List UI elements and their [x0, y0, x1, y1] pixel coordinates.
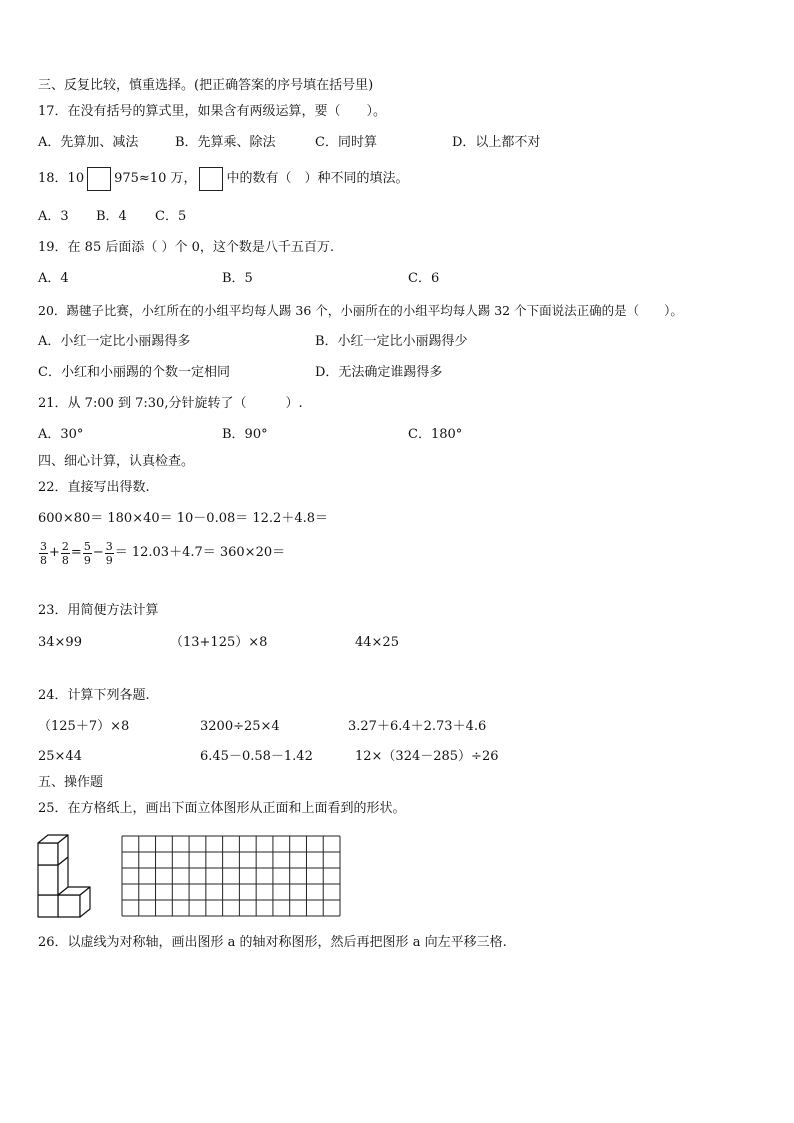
q18-part3: 中的数有（ ）种不同的填法。: [226, 171, 409, 186]
q23-stem: 23．用简便方法计算: [38, 603, 159, 618]
q18-option-b: B．4: [96, 209, 127, 224]
q21-option-a: A．30°: [38, 427, 84, 442]
q22-row-2: [38, 538, 285, 569]
q23-item-1: 34×99: [38, 635, 82, 650]
q23-item-3: 44×25: [355, 635, 399, 650]
q17-option-b: B．先算乘、除法: [175, 135, 276, 150]
q19-option-c: C．6: [408, 271, 440, 286]
fraction-3-9: $\frac{3}{9}$: [105, 539, 113, 567]
section-5-title: 五、操作题: [38, 775, 104, 790]
q22-row-1: 600×80＝ 180×40＝ 10－0.08＝ 12.2＋4.8＝: [38, 511, 328, 526]
q20-option-c: C．小红和小丽踢的个数一定相同: [38, 365, 230, 380]
q20-option-b: B．小红一定比小丽踢得少: [315, 334, 468, 349]
minus-sign: −: [92, 545, 104, 560]
q18-blank-box-2: [199, 167, 223, 191]
q22-row-2-rest: ＝ 12.03＋4.7＝ 360×20＝: [114, 545, 286, 560]
q18-option-c: C．5: [155, 209, 187, 224]
q24-r2-item-1: 25×44: [38, 749, 82, 764]
q17-stem: 17．在没有括号的算式里，如果含有两级运算，要（ ）。: [38, 104, 387, 119]
q18-option-a: A．3: [38, 209, 69, 224]
q18-part2: 975≈10 万，: [114, 171, 197, 186]
q18-stem: [38, 165, 409, 193]
q18-part1: 18．10: [38, 171, 85, 186]
q21-option-b: B．90°: [222, 427, 268, 442]
section-4-title: 四、细心计算，认真检查。: [38, 454, 195, 469]
q20-stem: 20．踢毽子比赛，小红所在的小组平均每人踢 36 个，小丽所在的小组平均每人踢 32 个下面说法正确的是（ ）。: [38, 303, 683, 318]
q25-stem: 25．在方格纸上，画出下面立体图形从正面和上面看到的形状。: [38, 801, 406, 816]
q17-option-d: D．以上都不对: [452, 135, 541, 150]
q23-item-2: （13+125）×8: [170, 635, 268, 650]
q18-blank-box: [87, 167, 111, 191]
q21-stem: 21．从 7:00 到 7:30,分针旋转了（ ）.: [38, 396, 303, 411]
q20-option-a: A．小红一定比小丽踢得多: [38, 334, 191, 349]
fraction-3-8: $\frac{3}{8}$: [40, 539, 47, 567]
q19-stem: 19．在 85 后面添（ ）个 0，这个数是八千五百万.: [38, 240, 335, 255]
q24-r1-item-3: 3.27＋6.4＋2.73＋4.6: [348, 719, 487, 734]
q19-option-b: B．5: [222, 271, 253, 286]
q17-option-c: C．同时算: [315, 135, 377, 150]
q24-r2-item-3: 12×（324－285）÷26: [355, 749, 499, 764]
q20-option-d: D．无法确定谁踢得多: [315, 365, 443, 380]
grid-paper[interactable]: [120, 835, 342, 917]
equals-sign: =: [70, 545, 82, 560]
q24-r1-item-2: 3200÷25×4: [200, 719, 280, 734]
q17-option-a: A．先算加、减法: [38, 135, 139, 150]
fraction-2-8: $\frac{2}{8}$: [61, 539, 69, 567]
fraction-5-9: $\frac{5}{9}$: [83, 539, 91, 567]
q21-option-c: C．180°: [408, 427, 463, 442]
q24-stem: 24．计算下列各题.: [38, 688, 150, 703]
q24-r2-item-2: 6.45－0.58－1.42: [200, 749, 313, 764]
plus-sign: +: [49, 545, 60, 560]
q22-stem: 22．直接写出得数.: [38, 480, 150, 495]
q19-option-a: A．4: [38, 271, 69, 286]
cube-stack-figure: [36, 833, 94, 919]
section-3-title: 三、反复比较，慎重选择。(把正确答案的序号填在括号里): [38, 78, 374, 93]
q26-stem: 26．以虚线为对称轴，画出图形 a 的轴对称图形，然后再把图形 a 向左平移三格.: [38, 935, 507, 950]
q24-r1-item-1: （125＋7）×8: [38, 719, 130, 734]
